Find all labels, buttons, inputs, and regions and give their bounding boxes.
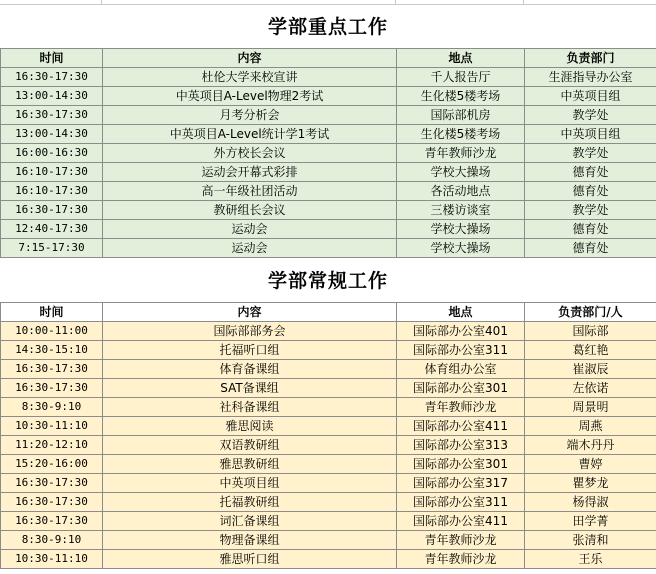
header-time[interactable]: 时间 — [1, 303, 103, 322]
cell-time[interactable]: 8:30-9:10 — [1, 531, 103, 550]
table-row — [1, 550, 656, 569]
cell-person[interactable]: 葛红艳 — [525, 341, 656, 360]
cell-time[interactable]: 16:00-16:30 — [1, 144, 103, 163]
cell-time[interactable]: 15:20-16:00 — [1, 455, 103, 474]
header-content[interactable]: 内容 — [103, 303, 397, 322]
cell-time[interactable]: 16:30-17:30 — [1, 201, 103, 220]
cell-person[interactable]: 瞿梦龙 — [525, 474, 656, 493]
cell-content[interactable]: 托福听口组 — [103, 341, 397, 360]
cell-content[interactable]: 托福教研组 — [103, 493, 397, 512]
cell-time[interactable]: 16:10-17:30 — [1, 163, 103, 182]
column-divider — [523, 0, 524, 4]
cell-content[interactable]: 高一年级社团活动 — [103, 182, 397, 201]
cell-person[interactable]: 田学菁 — [525, 512, 656, 531]
table-row — [1, 436, 656, 455]
cell-department[interactable]: 生涯指导办公室 — [525, 68, 656, 87]
cell-content[interactable]: 国际部部务会 — [103, 322, 397, 341]
cell-person[interactable]: 崔淑辰 — [525, 360, 656, 379]
cell-location[interactable]: 各活动地点 — [397, 182, 525, 201]
cell-content[interactable]: 运动会开幕式彩排 — [103, 163, 397, 182]
cell-content[interactable]: 物理备课组 — [103, 531, 397, 550]
cell-time[interactable]: 7:15-17:30 — [1, 239, 103, 258]
cell-location[interactable]: 体育组办公室 — [397, 360, 525, 379]
cell-content[interactable]: 雅思阅读 — [103, 417, 397, 436]
table-header-row — [1, 49, 656, 68]
cell-content[interactable]: 中英项目组 — [103, 474, 397, 493]
header-person[interactable]: 负责部门/人 — [525, 303, 656, 322]
header-time[interactable]: 时间 — [1, 49, 103, 68]
cell-time[interactable]: 16:30-17:30 — [1, 474, 103, 493]
cell-content[interactable]: 词汇备课组 — [103, 512, 397, 531]
table-row — [1, 474, 656, 493]
table-row — [1, 455, 656, 474]
cell-person[interactable]: 曹婷 — [525, 455, 656, 474]
table-header-row — [1, 303, 656, 322]
cell-location[interactable]: 青年教师沙龙 — [397, 550, 525, 569]
cell-content[interactable]: 运动会 — [103, 220, 397, 239]
section-title-key-work: 学部重点工作 — [267, 16, 388, 38]
table-row — [1, 182, 656, 201]
header-location[interactable]: 地点 — [397, 49, 525, 68]
table-row — [1, 512, 656, 531]
table-row — [1, 144, 656, 163]
cell-location[interactable]: 国际部办公室313 — [397, 436, 525, 455]
table-row — [1, 239, 656, 258]
cell-location[interactable]: 国际部办公室411 — [397, 512, 525, 531]
cell-time[interactable]: 10:00-11:00 — [1, 322, 103, 341]
table-row — [1, 360, 656, 379]
cell-location[interactable]: 三楼访谈室 — [397, 201, 525, 220]
cell-location[interactable]: 青年教师沙龙 — [397, 398, 525, 417]
cell-department[interactable]: 中英项目组 — [525, 125, 656, 144]
cell-content[interactable]: 中英项目A-Level统计学1考试 — [103, 125, 397, 144]
cell-department[interactable]: 德育处 — [525, 220, 656, 239]
cell-time[interactable]: 16:30-17:30 — [1, 493, 103, 512]
cell-content[interactable]: 月考分析会 — [103, 106, 397, 125]
cell-content[interactable]: 教研组长会议 — [103, 201, 397, 220]
cell-department[interactable]: 教学处 — [525, 106, 656, 125]
cell-department[interactable]: 中英项目组 — [525, 87, 656, 106]
cell-time[interactable]: 13:00-14:30 — [1, 87, 103, 106]
cell-content[interactable]: 双语教研组 — [103, 436, 397, 455]
cell-content[interactable]: 外方校长会议 — [103, 144, 397, 163]
sheet-top-edge — [0, 0, 656, 5]
cell-location[interactable]: 国际部办公室311 — [397, 493, 525, 512]
cell-time[interactable]: 16:30-17:30 — [1, 106, 103, 125]
table-row — [1, 417, 656, 436]
table-row — [1, 106, 656, 125]
section-title-routine-work: 学部常规工作 — [267, 270, 388, 292]
cell-location[interactable]: 国际部机房 — [397, 106, 525, 125]
cell-person[interactable]: 张清和 — [525, 531, 656, 550]
cell-time[interactable]: 13:00-14:30 — [1, 125, 103, 144]
cell-content[interactable]: 社科备课组 — [103, 398, 397, 417]
cell-location[interactable]: 国际部办公室311 — [397, 341, 525, 360]
cell-time[interactable]: 12:40-17:30 — [1, 220, 103, 239]
cell-department[interactable]: 德育处 — [525, 163, 656, 182]
cell-location[interactable]: 生化楼5楼考场 — [397, 87, 525, 106]
cell-location[interactable]: 生化楼5楼考场 — [397, 125, 525, 144]
cell-location[interactable]: 青年教师沙龙 — [397, 531, 525, 550]
header-department[interactable]: 负责部门 — [525, 49, 656, 68]
table-row — [1, 493, 656, 512]
table-row — [1, 322, 656, 341]
cell-department[interactable]: 教学处 — [525, 201, 656, 220]
cell-department[interactable]: 德育处 — [525, 182, 656, 201]
cell-content[interactable]: 雅思教研组 — [103, 455, 397, 474]
routine-work-table — [0, 302, 656, 569]
cell-content[interactable]: 运动会 — [103, 239, 397, 258]
column-divider — [395, 0, 396, 4]
cell-location[interactable]: 千人报告厅 — [397, 68, 525, 87]
cell-time[interactable]: 14:30-15:10 — [1, 341, 103, 360]
cell-location[interactable]: 国际部办公室301 — [397, 455, 525, 474]
cell-time[interactable]: 16:30-17:30 — [1, 68, 103, 87]
header-content[interactable]: 内容 — [103, 49, 397, 68]
column-divider — [101, 0, 102, 4]
cell-location[interactable]: 国际部办公室411 — [397, 417, 525, 436]
cell-location[interactable]: 国际部办公室301 — [397, 379, 525, 398]
cell-time[interactable]: 16:30-17:30 — [1, 360, 103, 379]
cell-time[interactable]: 11:20-12:10 — [1, 436, 103, 455]
cell-location[interactable]: 国际部办公室317 — [397, 474, 525, 493]
header-location[interactable]: 地点 — [397, 303, 525, 322]
table-row — [1, 531, 656, 550]
table-row — [1, 125, 656, 144]
cell-content[interactable]: 雅思听口组 — [103, 550, 397, 569]
table-row — [1, 220, 656, 239]
cell-time[interactable]: 16:30-17:30 — [1, 379, 103, 398]
table-row — [1, 398, 656, 417]
key-work-table — [0, 48, 656, 258]
cell-person[interactable]: 左依诺 — [525, 379, 656, 398]
cell-person[interactable]: 国际部 — [525, 322, 656, 341]
cell-location[interactable]: 学校大操场 — [397, 163, 525, 182]
cell-content[interactable]: 杜伦大学来校宣讲 — [103, 68, 397, 87]
table-row — [1, 379, 656, 398]
table-row — [1, 341, 656, 360]
cell-time[interactable]: 8:30-9:10 — [1, 398, 103, 417]
cell-location[interactable]: 学校大操场 — [397, 220, 525, 239]
cell-person[interactable]: 周燕 — [525, 417, 656, 436]
cell-content[interactable]: SAT备课组 — [103, 379, 397, 398]
cell-location[interactable]: 学校大操场 — [397, 239, 525, 258]
cell-content[interactable]: 中英项目A-Level物理2考试 — [103, 87, 397, 106]
cell-location[interactable]: 国际部办公室401 — [397, 322, 525, 341]
cell-person[interactable]: 杨得淑 — [525, 493, 656, 512]
cell-department[interactable]: 教学处 — [525, 144, 656, 163]
table-row — [1, 68, 656, 87]
cell-time[interactable]: 10:30-11:10 — [1, 550, 103, 569]
table-row — [1, 87, 656, 106]
cell-content[interactable]: 体育备课组 — [103, 360, 397, 379]
cell-person[interactable]: 王乐 — [525, 550, 656, 569]
cell-department[interactable]: 德育处 — [525, 239, 656, 258]
cell-time[interactable]: 16:30-17:30 — [1, 512, 103, 531]
table-row — [1, 163, 656, 182]
cell-time[interactable]: 10:30-11:10 — [1, 417, 103, 436]
cell-location[interactable]: 青年教师沙龙 — [397, 144, 525, 163]
cell-time[interactable]: 16:10-17:30 — [1, 182, 103, 201]
cell-person[interactable]: 周景明 — [525, 398, 656, 417]
table-row — [1, 201, 656, 220]
cell-person[interactable]: 端木丹丹 — [525, 436, 656, 455]
